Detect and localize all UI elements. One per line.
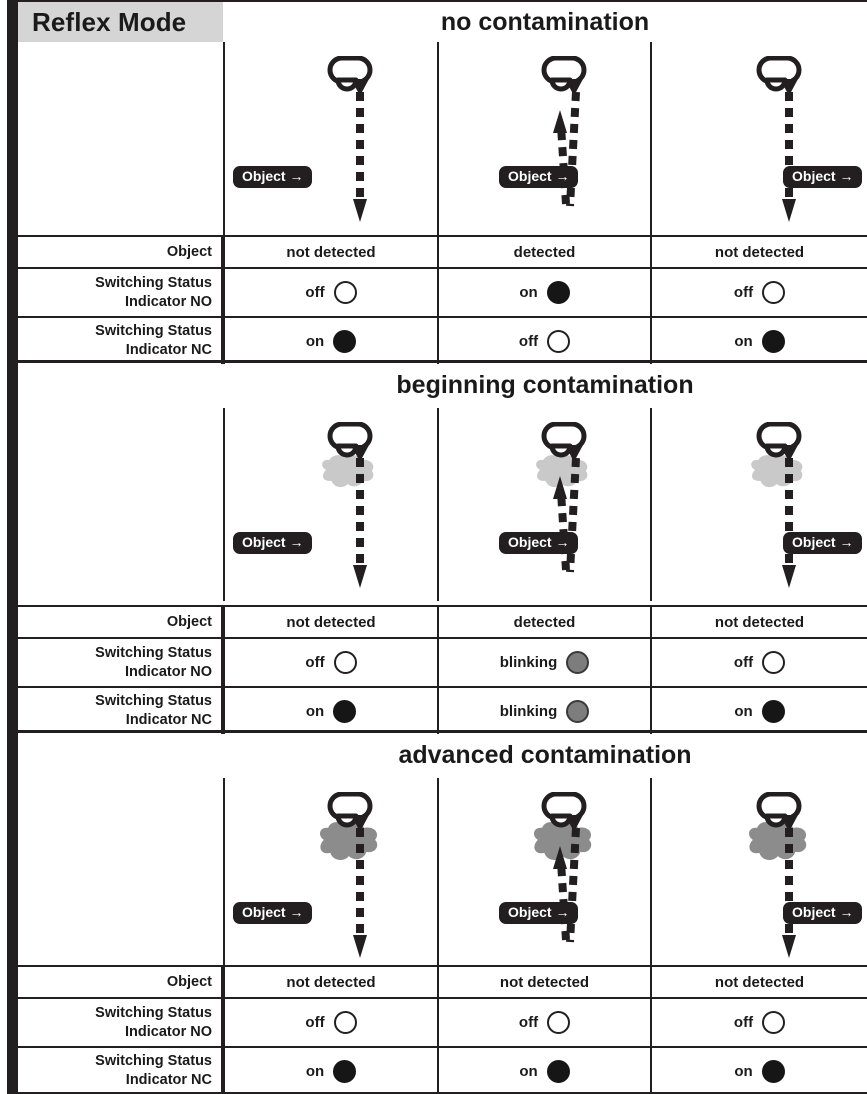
row-label: [18, 1048, 223, 1094]
status-table: [18, 965, 867, 1094]
object-marker-badge: [233, 166, 312, 188]
section-title: beginning contamination: [396, 370, 694, 399]
indicator-group: [305, 281, 356, 304]
sensor-head-icon: [747, 422, 811, 466]
indicator-state-label: off: [518, 332, 539, 350]
indicator-lamp-icon: [547, 1060, 570, 1083]
status-cell: [650, 269, 867, 316]
status-cell: [223, 607, 437, 637]
status-cell: [223, 1048, 437, 1094]
beam-path-icon: [755, 458, 825, 598]
switching-status-no-row: [18, 999, 867, 1048]
beam-path-icon: [326, 458, 396, 598]
indicator-lamp-icon: [762, 1060, 785, 1083]
indicator-state-label: off: [305, 654, 325, 671]
switching-status-no-row: [18, 639, 867, 688]
object-row: [18, 237, 867, 269]
mode-label: Reflex Mode: [32, 6, 187, 37]
object-marker-label: Object →: [792, 168, 854, 184]
indicator-state-label: off: [733, 654, 754, 671]
status-cell: [437, 688, 650, 734]
beam-path-icon: [755, 92, 825, 232]
sensor-head-icon: [532, 422, 596, 466]
indicator-state-label: on: [519, 284, 538, 301]
row-label-line: Switching Status: [95, 1004, 212, 1021]
sensor-head-icon: [532, 792, 596, 836]
row-label-line: Object: [166, 973, 212, 990]
row-label: [18, 318, 223, 364]
status-cell: [437, 269, 650, 316]
status-cell: [223, 967, 437, 997]
object-marker-label: Object →: [242, 904, 304, 920]
diagram-cell: [223, 778, 439, 971]
sensor-assembly: [747, 422, 817, 602]
indicator-lamp-icon: [566, 700, 589, 723]
indicator-group: [519, 1060, 569, 1083]
sensor-assembly: [318, 56, 388, 236]
object-detection-state: detected: [513, 613, 576, 631]
status-cell: [650, 967, 867, 997]
row-label: [18, 967, 223, 997]
sensor-assembly: [318, 792, 388, 972]
diagram-band: [18, 778, 867, 971]
indicator-group: [306, 330, 356, 353]
status-cell: [437, 237, 650, 267]
switching-status-nc-row: [18, 1048, 867, 1094]
row-label-line: Indicator NO: [124, 1023, 212, 1040]
indicator-lamp-icon: [762, 700, 785, 723]
object-marker-badge: [783, 902, 862, 924]
indicator-state-label: off: [733, 284, 754, 301]
status-cell: [650, 999, 867, 1046]
sensor-head-icon: [747, 792, 811, 836]
sensor-head-icon: [747, 56, 811, 100]
indicator-group: [734, 1060, 784, 1083]
object-marker-label: Object →: [508, 904, 570, 920]
beam-path-icon: [326, 92, 396, 232]
indicator-group: [734, 330, 784, 353]
switching-status-nc-row: [18, 688, 867, 734]
object-detection-state: not detected: [714, 613, 805, 631]
object-marker-label: Object →: [792, 904, 854, 920]
diagram-band: [18, 408, 867, 601]
beam-path-icon: [326, 828, 396, 968]
object-marker-label: Object →: [508, 534, 570, 550]
sensor-assembly: [532, 422, 602, 602]
row-label: [18, 607, 223, 637]
indicator-group: [519, 330, 570, 353]
status-cell: [650, 237, 867, 267]
status-cell: [223, 688, 437, 734]
indicator-lamp-icon: [547, 281, 570, 304]
indicator-state-label: on: [519, 1062, 538, 1080]
status-cell: [650, 688, 867, 734]
diagram-cell: [650, 778, 867, 971]
section-title-row: [18, 732, 867, 778]
object-marker-badge: [499, 532, 578, 554]
row-label-line: Switching Status: [95, 644, 212, 661]
status-cell: [437, 999, 650, 1046]
indicator-state-label: off: [305, 1014, 325, 1031]
section-title-row: [18, 362, 867, 408]
beam-path-icon: [755, 828, 825, 968]
beam-path-icon: [540, 92, 610, 232]
beam-path-icon: [540, 458, 610, 598]
status-cell: [223, 269, 437, 316]
object-detection-state: not detected: [499, 973, 590, 991]
row-label-line: Switching Status: [95, 274, 212, 291]
object-detection-state: detected: [513, 243, 576, 261]
indicator-lamp-icon: [334, 1011, 357, 1034]
indicator-group: [734, 651, 785, 674]
diagram-cell: [650, 42, 867, 235]
row-label-line: Indicator NO: [124, 293, 212, 310]
status-cell: [437, 967, 650, 997]
row-label: [18, 237, 223, 267]
status-cell: [650, 607, 867, 637]
indicator-group: [305, 1011, 356, 1034]
indicator-lamp-icon: [762, 281, 785, 304]
diagram-cell: [437, 42, 652, 235]
status-cell: [650, 1048, 867, 1094]
sensor-assembly: [747, 56, 817, 236]
indicator-group: [500, 651, 590, 674]
row-label: [18, 269, 223, 316]
sensor-assembly: [318, 422, 388, 602]
object-detection-state: not detected: [714, 243, 805, 261]
indicator-state-label: blinking: [499, 702, 558, 720]
indicator-group: [519, 281, 569, 304]
object-row: [18, 967, 867, 999]
indicator-lamp-icon: [547, 1011, 570, 1034]
object-marker-badge: [233, 532, 312, 554]
indicator-state-label: on: [734, 702, 753, 720]
row-label-line: Indicator NO: [124, 663, 212, 680]
indicator-lamp-icon: [333, 330, 356, 353]
object-marker-badge: [233, 902, 312, 924]
object-marker-label: Object →: [242, 534, 304, 550]
status-cell: [650, 639, 867, 686]
header-row: [18, 2, 867, 42]
indicator-state-label: on: [305, 332, 325, 350]
status-cell: [223, 237, 437, 267]
indicator-state-label: off: [518, 1014, 539, 1031]
object-detection-state: not detected: [286, 973, 376, 991]
status-cell: [223, 999, 437, 1046]
indicator-state-label: on: [305, 702, 325, 720]
indicator-lamp-icon: [566, 651, 589, 674]
object-detection-state: not detected: [286, 243, 376, 261]
indicator-group: [734, 1011, 785, 1034]
object-detection-state: not detected: [714, 973, 805, 991]
indicator-lamp-icon: [547, 330, 570, 353]
sensor-head-icon: [318, 422, 382, 466]
left-border-rail: [7, 0, 18, 1094]
status-cell: [437, 318, 650, 364]
indicator-state-label: off: [733, 1014, 754, 1031]
object-row: [18, 607, 867, 639]
sensor-assembly: [532, 56, 602, 236]
indicator-lamp-icon: [333, 1060, 356, 1083]
status-cell: [437, 1048, 650, 1094]
indicator-state-label: on: [734, 1062, 753, 1080]
status-table: [18, 605, 867, 734]
row-label-line: Indicator NC: [125, 342, 212, 358]
indicator-lamp-icon: [334, 651, 357, 674]
mode-badge: [18, 2, 223, 42]
indicator-group: [734, 281, 785, 304]
row-label-line: Switching Status: [95, 1053, 212, 1070]
indicator-state-label: on: [305, 1062, 325, 1080]
row-label: [18, 639, 223, 686]
object-marker-label: Object →: [508, 168, 570, 184]
indicator-lamp-icon: [762, 330, 785, 353]
row-label-line: Object: [166, 243, 212, 260]
indicator-group: [519, 1011, 570, 1034]
sensor-assembly: [532, 792, 602, 972]
sensor-head-icon: [318, 792, 382, 836]
diagram-cell: [223, 42, 439, 235]
switching-status-nc-row: [18, 318, 867, 364]
status-cell: [650, 318, 867, 364]
object-marker-label: Object →: [792, 534, 854, 550]
object-marker-badge: [499, 166, 578, 188]
section-title: advanced contamination: [398, 740, 692, 769]
object-marker-label: Object →: [242, 168, 304, 184]
row-label-line: Switching Status: [95, 693, 212, 710]
row-label-line: Indicator NC: [125, 712, 212, 728]
indicator-state-label: blinking: [499, 654, 558, 671]
row-label-line: Switching Status: [95, 323, 212, 340]
row-label-line: Object: [166, 613, 212, 630]
indicator-state-label: on: [734, 332, 753, 350]
status-table: [18, 235, 867, 364]
sensor-assembly: [747, 792, 817, 972]
diagram-band: [18, 42, 867, 235]
row-label: [18, 688, 223, 734]
indicator-state-label: off: [305, 284, 325, 301]
indicator-lamp-icon: [333, 700, 356, 723]
beam-path-icon: [540, 828, 610, 968]
sensor-head-icon: [532, 56, 596, 100]
indicator-lamp-icon: [762, 1011, 785, 1034]
row-label-line: Indicator NC: [125, 1072, 212, 1088]
indicator-group: [305, 651, 356, 674]
object-marker-badge: [499, 902, 578, 924]
indicator-group: [734, 700, 784, 723]
status-cell: [437, 639, 650, 686]
indicator-lamp-icon: [334, 281, 357, 304]
indicator-group: [500, 700, 590, 723]
object-marker-badge: [783, 532, 862, 554]
object-detection-state: not detected: [286, 613, 376, 631]
switching-status-no-row: [18, 269, 867, 318]
diagram-cell: [650, 408, 867, 601]
status-cell: [223, 318, 437, 364]
indicator-group: [306, 1060, 356, 1083]
diagram-cell: [437, 778, 652, 971]
row-label: [18, 999, 223, 1046]
status-cell: [223, 639, 437, 686]
diagram-cell: [223, 408, 439, 601]
indicator-lamp-icon: [762, 651, 785, 674]
object-marker-badge: [783, 166, 862, 188]
sensor-head-icon: [318, 56, 382, 100]
diagram-cell: [437, 408, 652, 601]
indicator-group: [306, 700, 356, 723]
status-cell: [437, 607, 650, 637]
section-title-no-contamination: no contamination: [440, 7, 650, 36]
